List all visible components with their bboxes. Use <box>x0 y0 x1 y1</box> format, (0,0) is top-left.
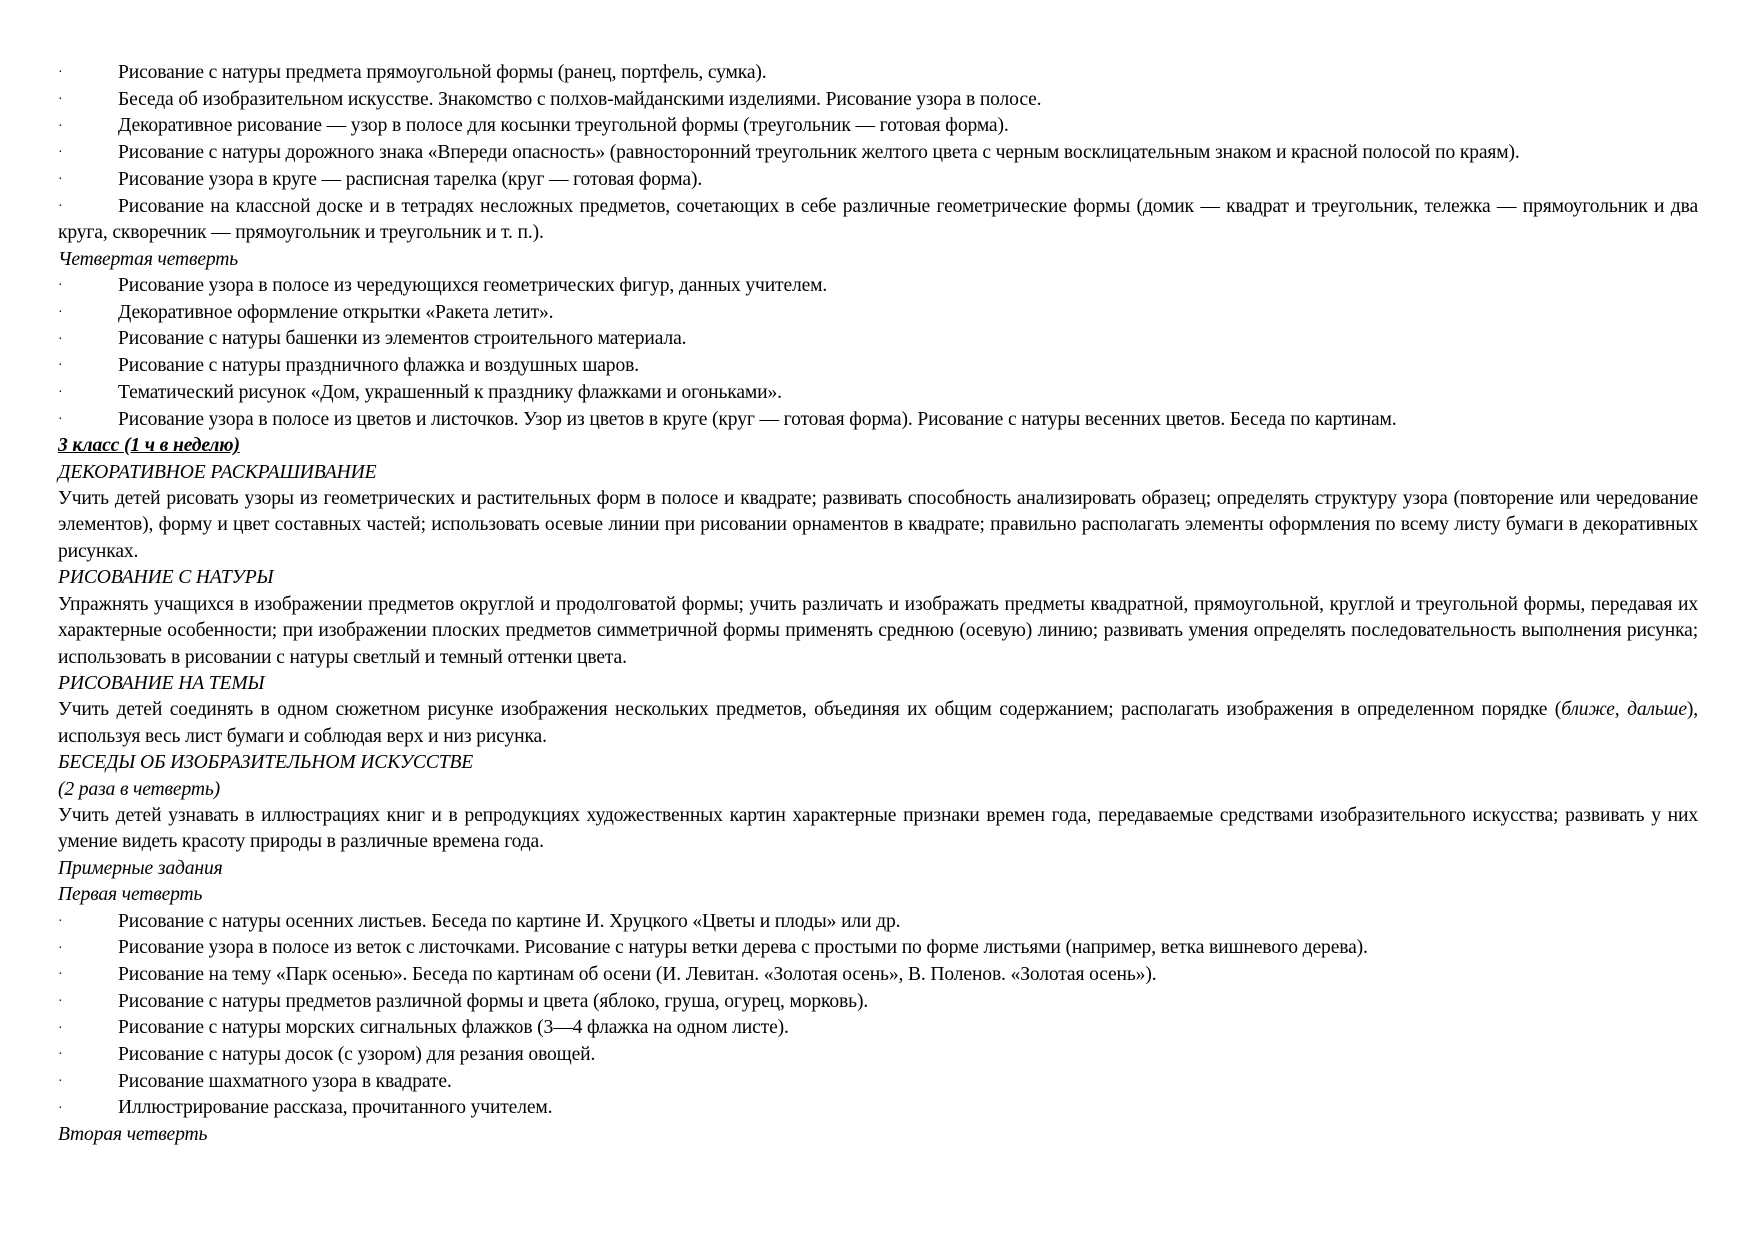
list-item: · Беседа об изобразительном искусстве. Знакомство с полхов-майданскими изделиями. Рисование узора в полосе. <box>58 87 1698 114</box>
bullet-icon: · <box>58 411 63 427</box>
grade3-heading: 3 класс (1 ч в неделю) <box>58 435 240 457</box>
list-item: · Рисование с натуры дорожного знака «Впереди опасность» (равносторонний треугольник желтого цвета с черным восклицательным знаком и красной полосой по краям). <box>58 140 1698 167</box>
list-item: · Рисование с натуры осенних листьев. Беседа по картине И. Хруцкого «Цветы и плоды» или др. <box>58 909 1698 936</box>
bullet-icon: · <box>58 967 63 983</box>
bullet-icon: · <box>58 65 63 81</box>
list-item: · Рисование шахматного узора в квадрате. <box>58 1069 1698 1096</box>
bullet-icon: · <box>58 1100 63 1116</box>
bullet-icon: · <box>58 92 63 107</box>
bullet-icon: · <box>58 305 63 321</box>
list-item: · Рисование с натуры досок (с узором) для резания овощей. <box>58 1042 1698 1069</box>
sample-tasks-heading: Примерные задания <box>58 857 223 879</box>
bullet-icon: · <box>58 1047 63 1063</box>
list-item: · Рисование с натуры предметов различной формы и цвета (яблоко, груша, огурец, морковь). <box>58 989 1698 1016</box>
section-text: Упражнять учащихся в изображении предметов округлой и продолговатой формы; учить различать и изображать предметы квадратной, прямоугольной, круглой и треугольной формы, передавая их характерные особенности; при изображении плоских предметов симметричной формы применять среднюю (осевую) линию; развивать умения определять последовательность выполнения рисунка; использовать в рисовании с натуры светлый и темный оттенки цвета. <box>58 593 1698 668</box>
section-text: Учить детей рисовать узоры из геометрических и растительных форм в полосе и квадрате; развивать способность анализировать образец; определять структуру узора (повторение или чередование элементов), форму и цвет составных частей; использовать осевые линии при рисовании орнаментов в квадрате; правильно располагать элементы оформления по всему листу бумаги в декоративных рисунках. <box>58 488 1698 562</box>
list-item: · Тематический рисунок «Дом, украшенный к празднику флажками и огоньками». <box>58 380 1698 407</box>
list-item: · Декоративное рисование — узор в полосе для косынки треугольной формы (треугольник — готовая форма). <box>58 113 1698 140</box>
emphasis: ближе, дальше <box>1561 699 1687 721</box>
bullet-icon: · <box>58 198 63 214</box>
section-text: Учить детей соединять в одном сюжетном рисунке изображения нескольких предметов, объединяя их общим содержанием; располагать изображения в определенном порядке (ближе, дальше), используя весь лист бумаги и соблюдая верх и низ рисунка. <box>58 699 1698 747</box>
list-item: · Рисование с натуры башенки из элементов строительного материала. <box>58 326 1698 353</box>
list-item: · Рисование на тему «Парк осенью». Беседа по картинам об осени (И. Левитан. «Золотая осень», В. Поленов. «Золотая осень»). <box>58 962 1698 989</box>
list-item: · Рисование с натуры предмета прямоугольной формы (ранец, портфель, сумка). <box>58 60 1698 87</box>
bullet-icon: · <box>58 993 63 1009</box>
bullet-icon: · <box>58 1074 63 1090</box>
bullet-icon: · <box>58 118 63 134</box>
document-page <box>58 60 1698 1149</box>
list-item: · Рисование узора в полосе из веток с листочками. Рисование с натуры ветки дерева с простыми по форме листьями (например, ветка вишневого дерева). <box>58 935 1698 962</box>
bullet-icon: · <box>58 172 63 188</box>
bullet-icon: · <box>58 278 63 294</box>
quarter4-heading: Четвертая четверть <box>58 248 239 270</box>
list-item: · Декоративное оформление открытки «Ракета летит». <box>58 300 1698 327</box>
bullet-icon: · <box>58 1020 63 1036</box>
section-title: БЕСЕДЫ ОБ ИЗОБРАЗИТЕЛЬНОМ ИСКУССТВЕ <box>58 752 474 774</box>
bullet-icon: · <box>58 145 63 161</box>
list-item: · Рисование с натуры праздничного флажка и воздушных шаров. <box>58 353 1698 380</box>
list-item: · Иллюстрирование рассказа, прочитанного учителем. <box>58 1095 1698 1122</box>
section-title: РИСОВАНИЕ НА ТЕМЫ <box>58 672 265 694</box>
bullet-icon: · <box>58 331 63 347</box>
list-item: · Рисование узора в полосе из цветов и листочков. Узор из цветов в круге (круг — готовая форма). Рисование с натуры весенних цветов. Беседа по картинам. <box>58 407 1698 434</box>
list-item: · Рисование с натуры морских сигнальных флажков (3—4 флажка на одном листе). <box>58 1015 1698 1042</box>
section-title: РИСОВАНИЕ С НАТУРЫ <box>58 567 274 589</box>
bullet-icon: · <box>58 913 63 929</box>
section-subtitle: (2 раза в четверть) <box>58 778 220 800</box>
bullet-icon: · <box>58 940 63 956</box>
list-item: · Рисование на классной доске и в тетрадях несложных предметов, сочетающих в себе различные геометрические формы (домик — квадрат и треугольник, тележка — прямоугольник и два круга, скворечник — прямоугольник и треугольник и т. п.). <box>58 195 1698 244</box>
quarter2-heading: Вторая четверть <box>58 1124 208 1146</box>
list-item: · Рисование узора в круге — расписная тарелка (круг — готовая форма). <box>58 167 1698 194</box>
section-title: ДЕКОРАТИВНОЕ РАСКРАШИВАНИЕ <box>58 461 377 483</box>
quarter1-heading: Первая четверть <box>58 884 203 906</box>
bullet-icon: · <box>58 385 63 401</box>
section-text: Учить детей узнавать в иллюстрациях книг и в репродукциях художественных картин характерные признаки времен года, передаваемые средствами изобразительного искусства; развивать у них умение видеть красоту природы в различные времена года. <box>58 804 1698 853</box>
list-item: · Рисование узора в полосе из чередующихся геометрических фигур, данных учителем. <box>58 273 1698 300</box>
bullet-icon: · <box>58 358 63 374</box>
